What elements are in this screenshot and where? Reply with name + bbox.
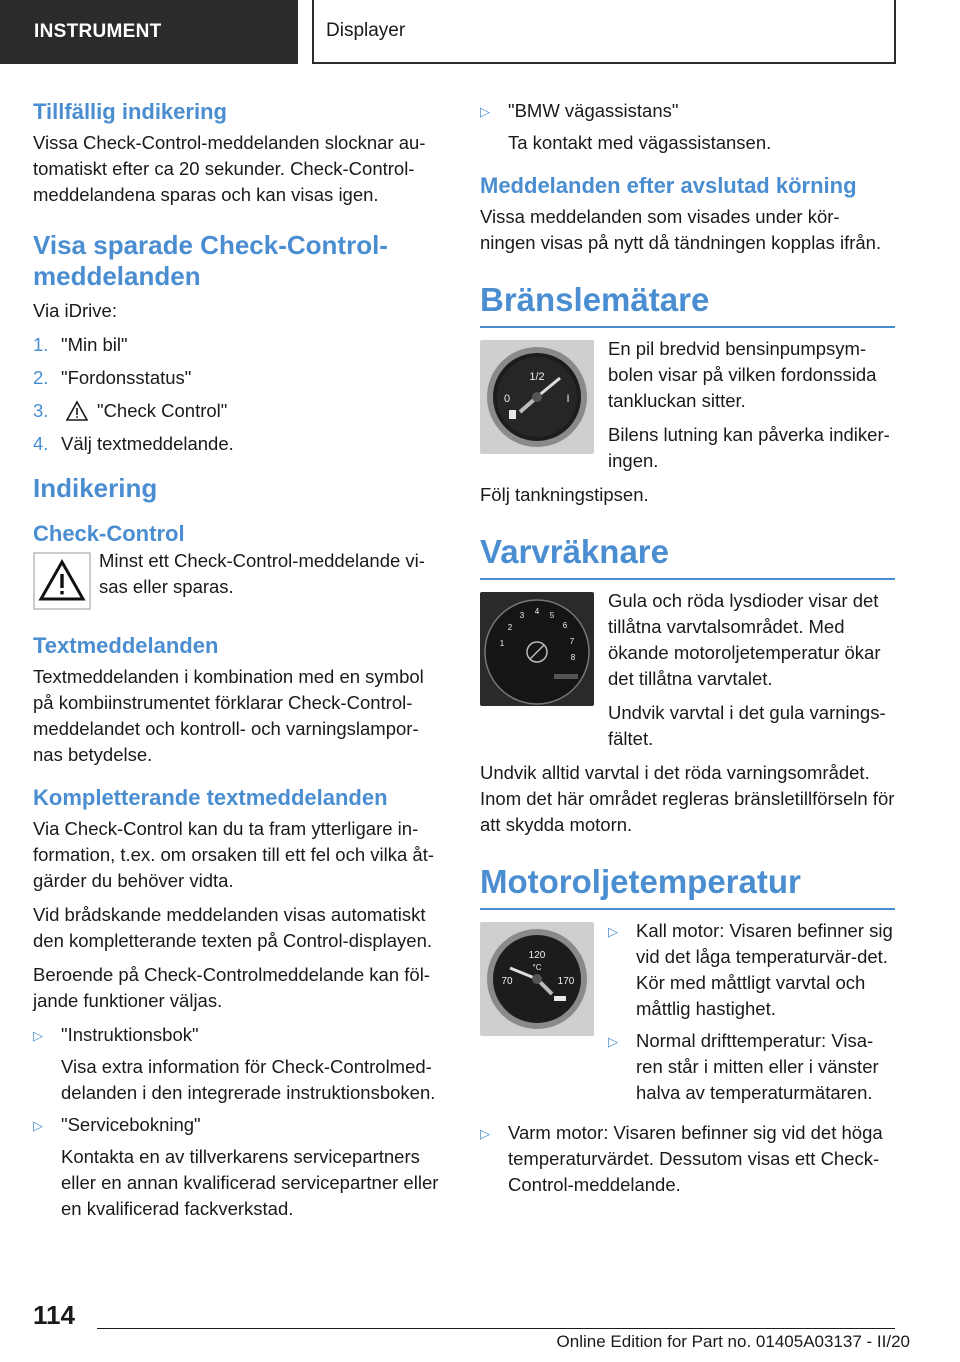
svg-text:2: 2 bbox=[507, 623, 513, 632]
heading-motoroljetemperatur: Motoroljetemperatur bbox=[480, 860, 895, 910]
para-kompletterande-3: Beroende på Check-Controlmeddelande kan föl-jande funktioner väljas. bbox=[33, 964, 430, 1011]
svg-text:170: 170 bbox=[557, 976, 575, 987]
list-item bbox=[33, 431, 448, 457]
para-varvraknare-1: Gula och röda lysdioder visar det tillåtna varvtalsområdet. Med ökande motoroljetemperatur ökar det tillåtna varvtalet. bbox=[608, 590, 881, 689]
step-list bbox=[33, 332, 448, 457]
heading-meddelanden-efter: Meddelanden efter avslutad körning bbox=[480, 173, 857, 198]
svg-text:°C: °C bbox=[532, 963, 542, 972]
heading-kompletterande: Kompletterande textmeddelanden bbox=[33, 785, 388, 810]
para-meddelanden-efter: Vissa meddelanden som visades under kör-ningen visas på nytt då tändningen kopplas ifrån. bbox=[480, 206, 882, 253]
bullet-text: Kontakta en av tillverkarens servicepartners eller en annan kvalificerad servicepartner eller en kvalificerad fackverkstad. bbox=[61, 1146, 439, 1219]
bullet-text: Visa extra information för Check-Controlmed-delanden i den integrerade instruktionsboken. bbox=[61, 1056, 436, 1103]
para-branslematare-3: Följ tankningstipsen. bbox=[480, 484, 649, 505]
assistance-list bbox=[480, 98, 895, 156]
list-item bbox=[33, 1022, 448, 1106]
step-text: "Fordonsstatus" bbox=[61, 367, 192, 388]
function-list bbox=[33, 1022, 448, 1222]
list-item bbox=[33, 398, 448, 424]
step-number: 1. bbox=[33, 334, 49, 355]
oil-temperature-gauge-image bbox=[480, 922, 594, 1036]
fuel-gauge-image bbox=[480, 340, 594, 454]
page-header bbox=[0, 0, 960, 66]
para-branslematare-2: Bilens lutning kan påverka indiker-ingen. bbox=[608, 424, 890, 471]
heading-indikering: Indikering bbox=[33, 473, 158, 503]
list-item bbox=[480, 1120, 895, 1198]
triangle-bullet-icon: ▷ bbox=[608, 924, 618, 939]
para-branslematare-1: En pil bredvid bensinpumpsym-bolen visar på vilken fordonssida tankluckan sitter. bbox=[608, 338, 877, 411]
triangle-bullet-icon: ▷ bbox=[480, 1126, 490, 1141]
heading-check-control: Check-Control bbox=[33, 521, 185, 546]
step-text: Välj textmeddelande. bbox=[61, 433, 234, 454]
bullet-text: Ta kontakt med vägassistansen. bbox=[508, 132, 772, 153]
bullet-text: Varm motor: Visaren befinner sig vid det höga temperaturvärdet. Dessutom visas ett Check-Control-meddelande. bbox=[508, 1122, 883, 1195]
left-column bbox=[33, 98, 448, 1228]
list-item bbox=[480, 98, 895, 156]
para-varvraknare-3: Undvik alltid varvtal i det röda varningsområdet. Inom det här området regleras bränsletillförseln för att skydda motorn. bbox=[480, 762, 895, 835]
list-item bbox=[33, 332, 448, 358]
para-kompletterande-2: Vid brådskande meddelanden visas automatiskt den kompletterande texten på Control-displayen. bbox=[33, 904, 433, 951]
oil-temp-list-2 bbox=[480, 1120, 895, 1198]
svg-text:6: 6 bbox=[562, 621, 568, 630]
heading-branslematare: Bränslemätare bbox=[480, 278, 895, 328]
bullet-title: "BMW vägassistans" bbox=[508, 100, 679, 121]
footer-divider bbox=[97, 1328, 895, 1329]
bullet-text: Normal drifttemperatur: Visa-ren står i mitten eller i vänster halva av temperaturmätaren. bbox=[636, 1030, 879, 1103]
svg-text:0: 0 bbox=[503, 393, 511, 405]
para-varvraknare-2: Undvik varvtal i det gula varnings-fältet. bbox=[608, 702, 886, 749]
tacho-row bbox=[480, 592, 895, 760]
triangle-bullet-icon: ▷ bbox=[608, 1034, 618, 1049]
heading-tillfallig: Tillfällig indikering bbox=[33, 99, 227, 124]
heading-visa-sparade: Visa sparade Check-Control-meddelanden bbox=[33, 230, 388, 291]
step-number: 3. bbox=[33, 400, 49, 421]
step-number: 2. bbox=[33, 367, 49, 388]
bullet-title: "Servicebokning" bbox=[61, 1114, 201, 1135]
chapter-title: Displayer bbox=[312, 0, 896, 64]
oil-temp-list bbox=[608, 918, 895, 1112]
page-number: 114 bbox=[33, 1300, 75, 1330]
list-item bbox=[608, 1028, 895, 1106]
triangle-bullet-icon: ▷ bbox=[480, 104, 490, 119]
check-control-row bbox=[33, 552, 448, 610]
bullet-title: "Instruktionsbok" bbox=[61, 1024, 199, 1045]
right-column bbox=[480, 98, 895, 1204]
svg-text:4: 4 bbox=[534, 607, 540, 616]
svg-text:1: 1 bbox=[499, 639, 505, 648]
svg-text:70: 70 bbox=[501, 976, 513, 987]
step-text: "Check Control" bbox=[97, 400, 228, 421]
svg-text:3: 3 bbox=[519, 611, 525, 620]
para-textmeddelanden: Textmeddelanden i kombination med en symbol på kombiinstrumentet förklarar Check-Control-meddelandet och kontroll- och varningslampor-nas betydelse. bbox=[33, 666, 424, 765]
list-item bbox=[33, 1112, 448, 1222]
heading-textmeddelanden: Textmeddelanden bbox=[33, 633, 219, 658]
para-check-control: Minst ett Check-Control-meddelande vi-sas eller sparas. bbox=[99, 550, 425, 597]
svg-text:1/2: 1/2 bbox=[529, 371, 545, 383]
edition-text: Online Edition for Part no. 01405A03137 - II/20 bbox=[556, 1332, 910, 1351]
para-via-idrive: Via iDrive: bbox=[33, 300, 117, 321]
fuel-gauge-row bbox=[480, 340, 895, 482]
warning-triangle-icon bbox=[65, 400, 89, 422]
oil-gauge-row bbox=[480, 922, 895, 1112]
tachometer-image bbox=[480, 592, 594, 706]
triangle-bullet-icon: ▷ bbox=[33, 1118, 43, 1133]
bullet-text: Kall motor: Visaren befinner sig vid det låga temperaturvär-det. Kör med måttligt varvtal och måttlig hastighet. bbox=[636, 920, 893, 1019]
svg-text:120: 120 bbox=[528, 950, 546, 961]
step-text: "Min bil" bbox=[61, 334, 128, 355]
svg-text:5: 5 bbox=[549, 611, 555, 620]
heading-varvraknare: Varvräknare bbox=[480, 530, 895, 580]
triangle-bullet-icon: ▷ bbox=[33, 1028, 43, 1043]
step-number: 4. bbox=[33, 433, 49, 454]
check-control-warning-icon bbox=[33, 552, 91, 610]
section-tab: INSTRUMENT bbox=[0, 0, 298, 64]
para-tillfallig: Vissa Check-Control-meddelanden slocknar au-tomatiskt efter ca 20 sekunder. Check-Control-meddelandena sparas och kan visas igen. bbox=[33, 132, 426, 205]
list-item bbox=[33, 365, 448, 391]
para-kompletterande-1: Via Check-Control kan du ta fram ytterligare in-formation, t.ex. om orsaken till ett fel och vilka åt-gärder du behöver vidta. bbox=[33, 818, 434, 891]
svg-text:I: I bbox=[566, 393, 570, 405]
list-item bbox=[608, 918, 895, 1022]
svg-text:7: 7 bbox=[569, 637, 575, 646]
svg-text:8: 8 bbox=[570, 653, 576, 662]
